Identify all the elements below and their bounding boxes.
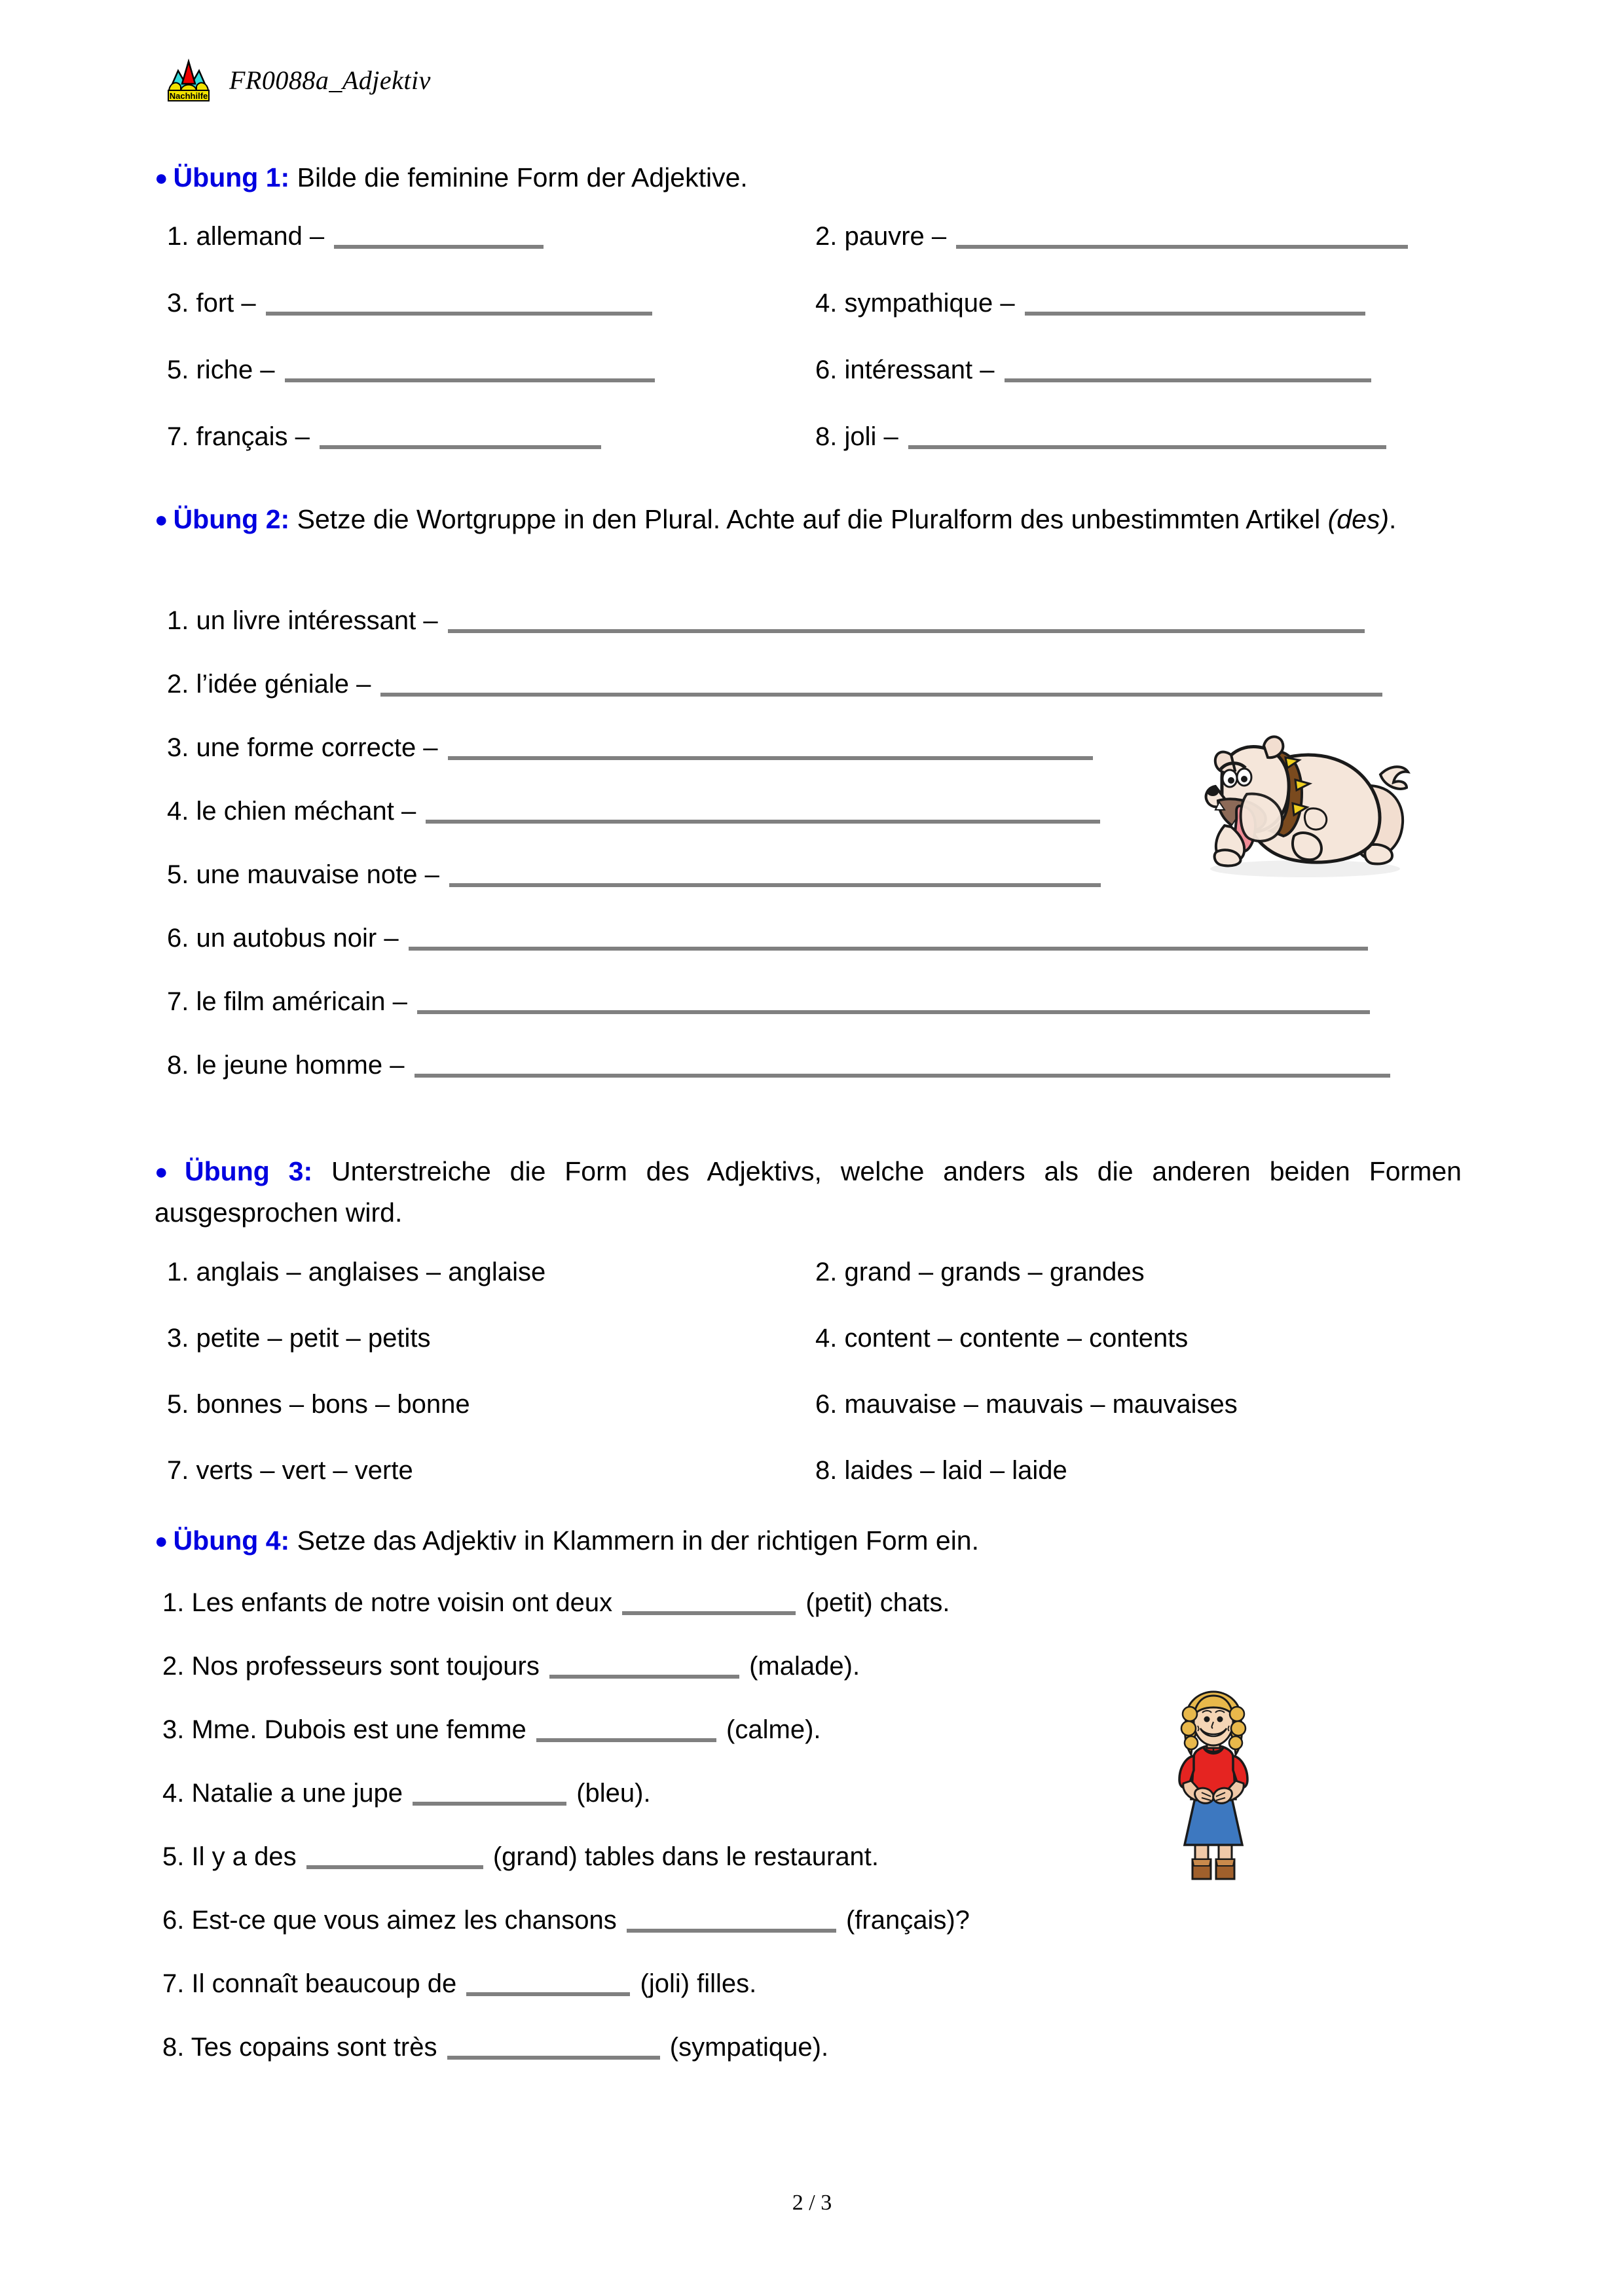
exercise-1-label: Übung 1: — [173, 162, 290, 192]
ex3-item-8[interactable] — [815, 1455, 1067, 1485]
ex2-item-8-text: le jeune homme – — [196, 1051, 405, 1080]
ex1-item-1 — [167, 221, 546, 251]
exercise-4-label: Übung 4: — [173, 1525, 290, 1556]
ex4-item-4 — [162, 1778, 651, 1808]
ex3-item-5-text: bonnes – bons – bonne — [196, 1390, 470, 1419]
ex2-item-3-number: 3. — [167, 733, 189, 762]
ex1-answer-blank-4[interactable] — [1025, 289, 1365, 316]
girl-illustration — [1154, 1688, 1272, 1884]
ex1-item-4-number: 4. — [815, 289, 838, 318]
bulldog-illustration — [1184, 723, 1420, 881]
page-footer — [0, 2191, 1624, 2215]
ex2-item-1 — [167, 606, 1367, 636]
ex2-item-5-text: une mauvaise note – — [196, 860, 439, 889]
ex3-item-8-text: laides – laid – laide — [844, 1456, 1067, 1485]
ex4-answer-blank-8[interactable] — [447, 2033, 660, 2060]
ex4-item-7-after: (joli) filles. — [640, 1969, 757, 1998]
ex4-item-8-after: (sympatique). — [669, 2033, 829, 2062]
ex3-item-1-number: 1. — [167, 1258, 189, 1286]
ex4-item-1-number: 1. — [162, 1588, 185, 1617]
exercise-2-prompt-tail: . — [1389, 504, 1397, 534]
ex3-item-7[interactable] — [167, 1455, 413, 1485]
ex1-item-6-number: 6. — [815, 355, 838, 384]
ex3-item-8-number: 8. — [815, 1456, 838, 1485]
ex3-item-4[interactable] — [815, 1323, 1188, 1353]
ex4-item-5-before: Il y a des — [191, 1842, 297, 1871]
page-number: 2 / 3 — [792, 2191, 832, 2215]
ex1-answer-blank-2[interactable] — [956, 223, 1408, 249]
ex3-item-2-number: 2. — [815, 1258, 838, 1286]
ex4-item-2-number: 2. — [162, 1652, 185, 1681]
ex2-item-1-number: 1. — [167, 606, 189, 635]
ex4-item-3-before: Mme. Dubois est une femme — [191, 1715, 526, 1744]
ex4-answer-blank-1[interactable] — [622, 1589, 796, 1615]
svg-text:Nachhilfe: Nachhilfe — [169, 91, 208, 101]
ex3-item-1-text: anglais – anglaises – anglaise — [196, 1258, 546, 1286]
ex1-item-4 — [815, 288, 1368, 318]
ex1-item-1-number: 1. — [167, 222, 189, 251]
ex4-item-3 — [162, 1715, 821, 1745]
ex2-answer-blank-3[interactable] — [448, 734, 1093, 760]
ex4-answer-blank-6[interactable] — [627, 1906, 836, 1933]
ex3-item-3[interactable] — [167, 1323, 431, 1353]
ex1-item-7-text: français – — [196, 422, 310, 451]
ex2-answer-blank-6[interactable] — [409, 924, 1368, 951]
ex2-answer-blank-1[interactable] — [448, 607, 1365, 633]
ex3-item-4-number: 4. — [815, 1324, 838, 1353]
bullet-icon: ● — [155, 1529, 168, 1554]
ex4-item-2-before: Nos professeurs sont toujours — [191, 1652, 540, 1681]
ex4-item-8-before: Tes copains sont très — [191, 2033, 437, 2062]
exercise-1-heading — [155, 157, 1462, 198]
exercise-2-label: Übung 2: — [173, 504, 290, 534]
ex1-item-8-number: 8. — [815, 422, 838, 451]
ex4-item-7 — [162, 1969, 756, 1999]
exercise-2-heading — [155, 499, 1462, 540]
bullet-icon: ● — [155, 507, 168, 532]
ex4-item-6-before: Est-ce que vous aimez les chansons — [191, 1906, 617, 1935]
ex1-item-1-text: allemand – — [196, 222, 325, 251]
ex2-item-8 — [167, 1050, 1393, 1080]
ex1-item-3-text: fort – — [196, 289, 256, 318]
ex3-item-3-number: 3. — [167, 1324, 189, 1353]
ex4-item-3-number: 3. — [162, 1715, 185, 1744]
ex1-answer-blank-7[interactable] — [320, 423, 601, 449]
ex4-answer-blank-7[interactable] — [466, 1970, 630, 1996]
ex2-item-3 — [167, 733, 1096, 763]
ex2-item-7 — [167, 987, 1373, 1017]
ex3-item-7-number: 7. — [167, 1456, 189, 1485]
ex2-item-4-number: 4. — [167, 797, 189, 826]
ex3-item-1[interactable] — [167, 1257, 545, 1287]
document-title: FR0088a_Adjektiv — [229, 65, 431, 95]
ex1-answer-blank-6[interactable] — [1005, 356, 1371, 382]
exercise-3-label: Übung 3: — [185, 1156, 313, 1186]
ex1-item-2-number: 2. — [815, 222, 838, 251]
ex3-item-7-text: verts – vert – verte — [196, 1456, 413, 1485]
ex1-answer-blank-8[interactable] — [908, 423, 1386, 449]
ex2-answer-blank-5[interactable] — [449, 861, 1101, 887]
ex2-item-2 — [167, 669, 1385, 699]
bullet-icon: ● — [155, 1159, 180, 1184]
ex4-item-5-after: (grand) tables dans le restaurant. — [492, 1842, 879, 1871]
ex4-item-4-after: (bleu). — [576, 1779, 651, 1808]
ex2-item-5-number: 5. — [167, 860, 189, 889]
ex4-item-2 — [162, 1651, 860, 1681]
ex2-answer-blank-2[interactable] — [380, 670, 1382, 697]
ex4-item-1-after: (petit) chats. — [805, 1588, 950, 1617]
ex1-item-7-number: 7. — [167, 422, 189, 451]
exercise-4-heading — [155, 1520, 1462, 1561]
ex4-item-5 — [162, 1842, 879, 1872]
ex4-answer-blank-3[interactable] — [536, 1716, 716, 1742]
exercise-2-prompt: Setze die Wortgruppe in den Plural. Achte auf die Pluralform des unbestimmten Artikel — [297, 504, 1328, 534]
ex3-item-5-number: 5. — [167, 1390, 189, 1419]
ex3-item-6[interactable] — [815, 1389, 1238, 1419]
ex1-item-5-number: 5. — [167, 355, 189, 384]
ex1-item-8-text: joli – — [844, 422, 898, 451]
ex2-item-6 — [167, 923, 1371, 953]
ex2-answer-blank-4[interactable] — [426, 797, 1100, 824]
ex1-item-8 — [815, 422, 1389, 452]
ex2-item-3-text: une forme correcte – — [196, 733, 438, 762]
ex2-answer-blank-7[interactable] — [417, 988, 1370, 1014]
exercise-3-prompt: Unterstreiche die Form des Adjektivs, welche anders als die anderen beiden Formen ausgesprochen wird. — [155, 1156, 1462, 1228]
ex2-answer-blank-8[interactable] — [415, 1051, 1390, 1078]
bullet-icon: ● — [155, 166, 168, 191]
ex2-item-7-number: 7. — [167, 987, 189, 1016]
ex1-item-3 — [167, 288, 655, 318]
ex4-item-5-number: 5. — [162, 1842, 185, 1871]
ex4-item-4-number: 4. — [162, 1779, 185, 1808]
ex3-item-2[interactable] — [815, 1257, 1145, 1287]
ex1-answer-blank-3[interactable] — [266, 289, 652, 316]
ex4-item-6-after: (français)? — [845, 1906, 970, 1935]
ex4-item-7-before: Il connaît beaucoup de — [191, 1969, 457, 1998]
ex1-item-6-text: intéressant – — [844, 355, 995, 384]
ex1-answer-blank-1[interactable] — [334, 223, 544, 249]
ex4-item-1 — [162, 1588, 950, 1618]
ex2-item-4 — [167, 796, 1103, 826]
ex1-item-4-text: sympathique – — [844, 289, 1015, 318]
ex1-item-7 — [167, 422, 604, 452]
ex1-answer-blank-5[interactable] — [285, 356, 655, 382]
ex1-item-6 — [815, 355, 1374, 385]
ex4-item-2-after: (malade). — [749, 1652, 860, 1681]
ex3-item-4-text: content – contente – contents — [844, 1324, 1189, 1353]
ex2-item-5 — [167, 860, 1103, 890]
exercise-3-heading — [155, 1151, 1462, 1233]
ex4-item-6-number: 6. — [162, 1906, 185, 1935]
ex4-item-1-before: Les enfants de notre voisin ont deux — [191, 1588, 613, 1617]
ex1-item-5 — [167, 355, 657, 385]
ex2-item-2-text: l’idée géniale – — [196, 670, 371, 699]
ex2-item-7-text: le film américain – — [196, 987, 407, 1016]
ex4-item-7-number: 7. — [162, 1969, 185, 1998]
ex4-item-4-before: Natalie a une jupe — [191, 1779, 403, 1808]
ex2-item-8-number: 8. — [167, 1051, 189, 1080]
exercise-1-prompt: Bilde die feminine Form der Adjektive. — [297, 162, 748, 192]
ex1-item-5-text: riche – — [196, 355, 275, 384]
ex2-item-4-text: le chien méchant – — [196, 797, 416, 826]
ex4-item-8-number: 8. — [162, 2033, 185, 2062]
exercise-2-prompt-italic: (des) — [1327, 504, 1390, 534]
ex3-item-3-text: petite – petit – petits — [196, 1324, 431, 1353]
ex4-item-6 — [162, 1905, 970, 1935]
nachhilfe-logo-icon — [165, 58, 212, 102]
ex1-item-2-text: pauvre – — [844, 222, 947, 251]
ex4-answer-blank-2[interactable] — [549, 1652, 739, 1679]
ex4-answer-blank-4[interactable] — [413, 1779, 566, 1806]
ex1-item-3-number: 3. — [167, 289, 189, 318]
ex3-item-5[interactable] — [167, 1389, 470, 1419]
ex3-item-2-text: grand – grands – grandes — [844, 1258, 1145, 1286]
exercise-4-prompt: Setze das Adjektiv in Klammern in der richtigen Form ein. — [297, 1525, 979, 1556]
ex3-item-6-number: 6. — [815, 1390, 838, 1419]
ex2-item-2-number: 2. — [167, 670, 189, 699]
ex4-item-3-after: (calme). — [726, 1715, 821, 1744]
ex2-item-1-text: un livre intéressant – — [196, 606, 438, 635]
ex2-item-6-text: un autobus noir – — [196, 924, 399, 953]
page-header — [165, 58, 431, 102]
ex4-answer-blank-5[interactable] — [306, 1843, 483, 1869]
ex2-item-6-number: 6. — [167, 924, 189, 953]
ex3-item-6-text: mauvaise – mauvais – mauvaises — [844, 1390, 1238, 1419]
ex1-item-2 — [815, 221, 1411, 251]
ex4-item-8 — [162, 2032, 828, 2062]
